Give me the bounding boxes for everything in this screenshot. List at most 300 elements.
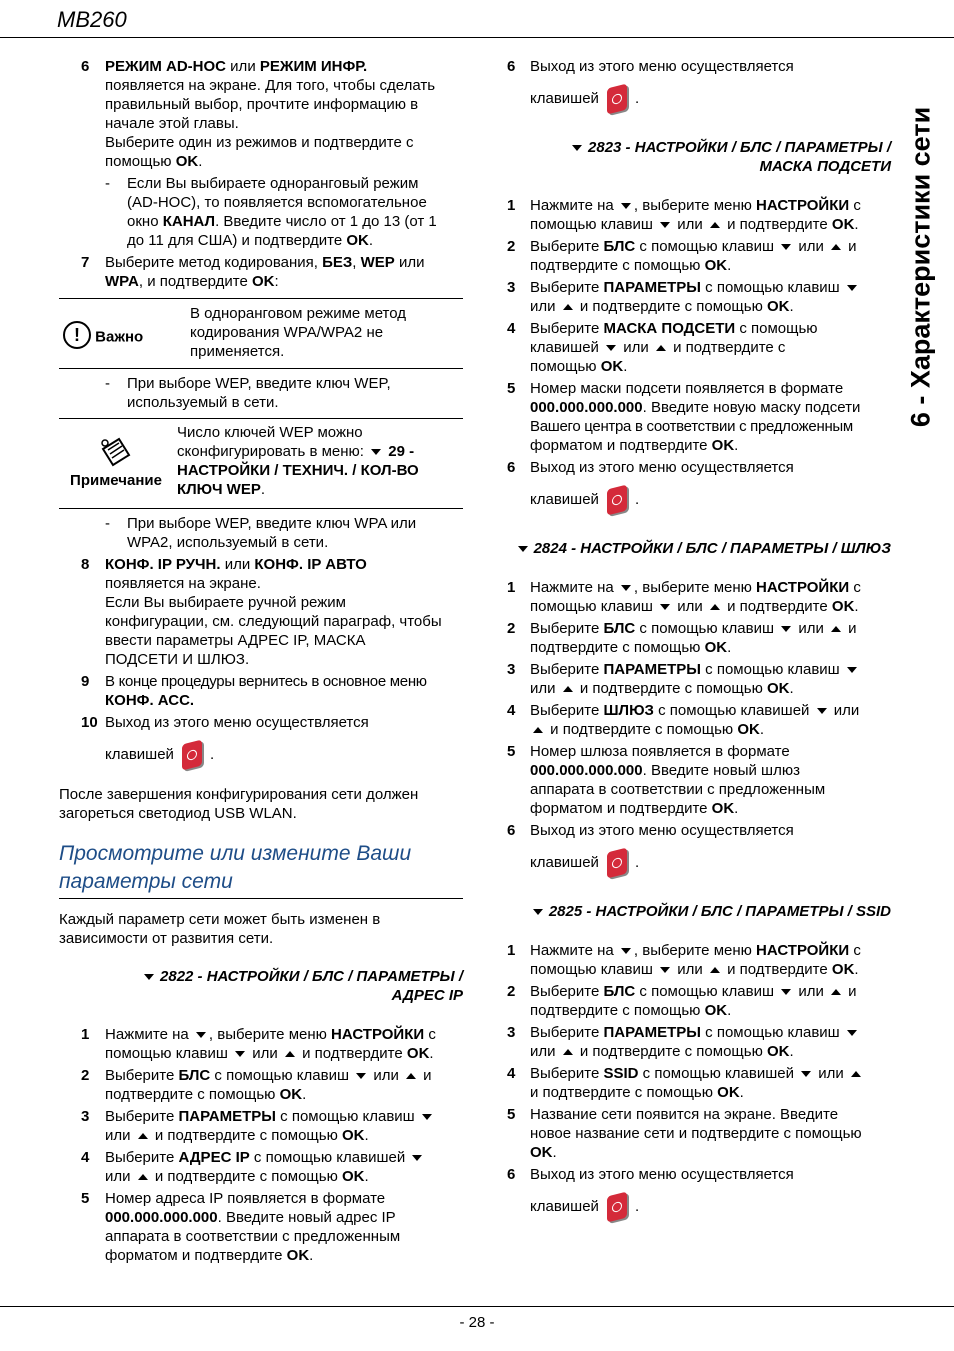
text: и подтвердите с помощью [150, 1168, 343, 1185]
step-number: 4 [507, 702, 516, 719]
text: Нажмите на [530, 197, 618, 214]
text: с [424, 1026, 436, 1043]
text: окно [127, 213, 163, 230]
dash: - [105, 515, 110, 532]
mask-step-3 [507, 278, 891, 316]
text: или [248, 1045, 282, 1062]
step-number: 5 [507, 743, 516, 760]
text: с помощью клавиш [635, 983, 779, 1000]
text: Номер маски подсети появляется в формате [530, 380, 844, 397]
text: с помощью клавишей [249, 1149, 406, 1166]
stop-key-icon [607, 485, 627, 516]
subheading-2822 [59, 967, 463, 1005]
up-arrow-icon [710, 604, 720, 610]
menu-path: КЛЮЧ WEP [177, 481, 261, 498]
text: Выберите [530, 1065, 604, 1082]
step-number: 6 [81, 58, 90, 75]
ok-key: OK [406, 1045, 430, 1062]
intro-paragraph [59, 910, 463, 948]
text: . Введите число от 1 до 13 (от 1 [215, 213, 437, 230]
text: Нажмите на [530, 942, 618, 959]
text: форматом и подтвердите [530, 437, 712, 454]
note-label: Примечание [70, 472, 162, 489]
down-arrow-icon [847, 285, 857, 291]
ok-key: OK [600, 358, 624, 375]
text: Выход из этого меню осуществляется [530, 459, 794, 476]
ssid-step-4 [507, 1064, 891, 1102]
text: и подтвердите [722, 961, 832, 978]
text: Выберите [530, 620, 604, 637]
text: . [789, 1043, 794, 1060]
ip-step-5 [59, 1189, 463, 1265]
subheading-2823 [507, 138, 891, 176]
note-box [59, 418, 463, 509]
menu-name: НАСТРОЙКИ [756, 942, 850, 959]
text: . [734, 800, 739, 817]
text: Каждый параметр сети может быть изменен в [59, 911, 381, 928]
text: . [789, 298, 794, 315]
text: Нажмите на [530, 579, 618, 596]
text: загореться светодиод USB WLAN. [59, 805, 297, 822]
down-arrow-icon [660, 604, 670, 610]
text: и подтвердите с помощью [575, 1043, 768, 1060]
text: или [814, 1065, 844, 1082]
step-8-ip-config [59, 555, 463, 669]
down-arrow-icon [196, 1032, 206, 1038]
gw-step-1 [507, 578, 891, 616]
ok-key: OK [175, 153, 199, 170]
text: с помощью клавиш [700, 279, 844, 296]
text: . [727, 1002, 732, 1019]
text: . [789, 680, 794, 697]
menu-name: БЛС [603, 238, 636, 255]
text: Выход из этого меню осуществляется [530, 58, 794, 75]
menu-name: НАСТРОЙКИ [331, 1026, 425, 1043]
text: или [673, 961, 707, 978]
menu-name: ПАРАМЕТРЫ [603, 661, 701, 678]
text: Выберите один из режимов и подтвердите с [105, 134, 414, 151]
text: Если Вы выбираете одноранговый режим [127, 175, 419, 192]
text: При выборе WEP, введите ключ WEP, [127, 375, 391, 392]
step-10-exit [59, 713, 463, 768]
text: или [226, 58, 260, 75]
text: или [794, 238, 829, 255]
option-wep: WEP [360, 254, 395, 271]
text: правильный выбор, прочтите информацию в [105, 96, 419, 113]
down-arrow-icon [144, 974, 154, 980]
stop-key-icon [182, 740, 202, 771]
text: и подтвердите с помощью [575, 298, 768, 315]
text: с помощью клавиш [700, 1024, 844, 1041]
text: помощью [105, 153, 176, 170]
text: 2822 - НАСТРОЙКИ / БЛС / ПАРАМЕТРЫ / [160, 968, 463, 985]
ssid-step-5 [507, 1105, 891, 1162]
chapter-title: 6 - Характеристики сети [905, 106, 936, 428]
text: с помощью клавишей [653, 702, 814, 719]
text: с помощью клавиш [635, 620, 779, 637]
bullet-wep [59, 374, 463, 412]
text: с [849, 942, 861, 959]
ok-key: OK [711, 437, 735, 454]
step-number: 8 [81, 556, 90, 573]
ok-key: OK [767, 680, 790, 697]
step-number: 3 [507, 661, 516, 678]
menu-name: ПАРАМЕТРЫ [603, 1024, 701, 1041]
ok-key: OK [530, 1144, 553, 1161]
text: . [759, 721, 764, 738]
step-number: 4 [507, 1065, 516, 1082]
text: и подтвердите с помощью [546, 721, 738, 738]
ssid-step-2 [507, 982, 891, 1020]
text: подтвердите с помощью [105, 1086, 280, 1103]
step-number: 10 [81, 714, 98, 731]
menu-name: АДРЕС IP [178, 1149, 250, 1166]
up-arrow-icon [710, 222, 720, 228]
ssid-step-3 [507, 1023, 891, 1061]
step-number: 7 [81, 254, 90, 271]
subheading-2825 [507, 902, 891, 921]
stop-key-icon [607, 848, 627, 879]
text: или [394, 254, 425, 271]
important-text [190, 304, 460, 361]
left-column [59, 57, 463, 1268]
text: новое название сети и подтвердите с помощью [530, 1125, 862, 1142]
option-auto-ip: КОНФ. IP АВТО [254, 556, 367, 573]
mode-infra: РЕЖИМ ИНФР. [259, 58, 368, 75]
text: . [429, 1045, 434, 1062]
option-wpa: WPA [105, 273, 139, 290]
text: Выберите [105, 1149, 179, 1166]
text: . [854, 216, 859, 233]
gw-step-2 [507, 619, 891, 657]
text: Выберите [105, 1108, 179, 1125]
step-number: 6 [507, 58, 516, 75]
text: Вашего центра в соответствии с предложенным [530, 418, 853, 435]
text: или [673, 216, 707, 233]
text: или [794, 620, 829, 637]
down-arrow-icon [606, 345, 616, 351]
menu-name: БЛС [178, 1067, 211, 1084]
page-number: - 28 - [459, 1314, 495, 1331]
text: Число ключей WEP можно [177, 424, 363, 441]
mask-step-4 [507, 319, 891, 376]
page-header-title: MB260 [57, 7, 127, 32]
completion-paragraph [59, 785, 463, 823]
footer-rule [0, 1306, 954, 1307]
text: форматом и подтвердите [530, 800, 712, 817]
text: и подтвердите [297, 1045, 407, 1062]
menu-name: ПАРАМЕТРЫ [178, 1108, 276, 1125]
text: с помощью [735, 320, 818, 337]
text: с помощью клавишей [638, 1065, 799, 1082]
text: . [739, 1084, 744, 1101]
text: . [198, 153, 203, 170]
text: 2825 - НАСТРОЙКИ / БЛС / ПАРАМЕТРЫ / SSID [548, 903, 891, 920]
ip-step-3 [59, 1107, 463, 1145]
down-arrow-icon [621, 585, 631, 591]
text: 2824 - НАСТРОЙКИ / БЛС / ПАРАМЕТРЫ / ШЛЮЗ [533, 540, 891, 557]
up-arrow-icon [831, 626, 841, 632]
text: Просмотрите или измените Ваши [59, 842, 412, 865]
up-arrow-icon [533, 727, 543, 733]
down-arrow-icon [781, 989, 791, 995]
down-arrow-icon [533, 909, 543, 915]
gw-step-4 [507, 701, 891, 739]
text: клавишей [530, 490, 599, 508]
ssid-step-6-exit [507, 1165, 891, 1220]
step-number: 6 [507, 822, 516, 839]
menu-name: SSID [603, 1065, 639, 1082]
text: ввести параметры АДРЕС IP, МАСКА [105, 632, 366, 649]
text: , [352, 254, 361, 271]
dash: - [105, 175, 110, 192]
mask-step-1 [507, 196, 891, 234]
important-box [59, 298, 463, 369]
text: или [829, 702, 860, 719]
text: или [530, 1043, 560, 1060]
down-arrow-icon [422, 1114, 432, 1120]
down-arrow-icon [847, 667, 857, 673]
step-number: 3 [81, 1108, 90, 1125]
step-6-mode [59, 57, 463, 171]
text: 2823 - НАСТРОЙКИ / БЛС / ПАРАМЕТРЫ / [588, 139, 891, 156]
text: , выберите меню [633, 942, 757, 959]
gw-step-3 [507, 660, 891, 698]
up-arrow-icon [138, 1174, 148, 1180]
text: появляется на экране. [105, 575, 261, 592]
ok-key: OK [711, 800, 735, 817]
ok-key: OK [704, 1002, 728, 1019]
ssid-steps [507, 941, 891, 1220]
text: или [530, 298, 560, 315]
ok-key: OK [346, 232, 369, 249]
ip-step-1 [59, 1025, 463, 1063]
down-arrow-icon [572, 145, 582, 151]
exclamation-icon: ! [63, 321, 91, 349]
text: с [849, 579, 861, 596]
text: АДРЕС IP [391, 987, 463, 1004]
text: В конце процедуры вернитесь в основное меню [105, 673, 427, 690]
text: конфигурации, см. следующий параграф, чтобы [105, 613, 442, 630]
text: аппарата в соответствии с предложенным [105, 1228, 401, 1245]
text: . [623, 358, 628, 375]
text: с помощью клавиш [635, 238, 779, 255]
step-number: 6 [507, 1166, 516, 1183]
gw-step-6-exit [507, 821, 891, 876]
ip-step-4 [59, 1148, 463, 1186]
text: , выберите меню [633, 197, 757, 214]
text: помощью клавиш [105, 1045, 233, 1062]
mask-step-6-exit [507, 458, 891, 513]
text: и подтвердите с помощью [575, 680, 768, 697]
ok-key: OK [767, 298, 790, 315]
down-arrow-icon [412, 1155, 422, 1161]
text: . [854, 598, 859, 615]
text: до 11 для США) и подтвердите [127, 232, 347, 249]
up-arrow-icon [285, 1051, 295, 1057]
gateway-format: 000.000.000.000 [530, 762, 643, 779]
text: . [209, 745, 215, 763]
text: Выберите [530, 279, 604, 296]
text: . [260, 481, 265, 498]
ok-key: OK [767, 1043, 790, 1060]
text: МАСКА ПОДСЕТИ [759, 158, 891, 175]
text: Номер адреса IP появляется в формате [105, 1190, 386, 1207]
down-arrow-icon [356, 1073, 366, 1079]
text: появляется на экране. Для того, чтобы сделать [105, 77, 436, 94]
up-arrow-icon [563, 686, 573, 692]
step-number: 5 [507, 1106, 516, 1123]
menu-name: НАСТРОЙКИ [756, 197, 850, 214]
text: и [419, 1067, 432, 1084]
text: с помощью клавиш [275, 1108, 415, 1125]
text: форматом и подтвердите [105, 1247, 287, 1264]
text: клавишей [530, 853, 599, 871]
text: Выберите [530, 1024, 604, 1041]
step-number: 5 [81, 1190, 90, 1207]
step-number: 1 [81, 1026, 90, 1043]
important-label-group [63, 321, 153, 349]
text: с [849, 197, 861, 214]
up-arrow-icon [831, 244, 841, 250]
text: помощью клавиш [530, 961, 658, 978]
gateway-steps [507, 578, 891, 876]
ok-key: OK [737, 721, 760, 738]
mask-step-2 [507, 237, 891, 275]
text: Выберите [530, 702, 604, 719]
mask-step-5 [507, 379, 891, 455]
text: используемый в сети. [127, 394, 279, 411]
text: или [619, 339, 653, 356]
text: . [364, 1127, 369, 1144]
text: В одноранговом режиме метод [190, 305, 407, 322]
ok-key: OK [252, 273, 275, 290]
ssid-step-1 [507, 941, 891, 979]
ip-step-6-exit [507, 57, 891, 112]
text: . Введите новый шлюз [642, 762, 800, 779]
menu-name: ПАРАМЕТРЫ [603, 279, 701, 296]
step-number: 5 [507, 380, 516, 397]
ok-key: OK [704, 257, 728, 274]
down-arrow-icon [781, 244, 791, 250]
ok-key: OK [831, 598, 855, 615]
ip-steps [59, 1025, 463, 1265]
step-number: 1 [507, 942, 516, 959]
text: , и подтвердите [138, 273, 253, 290]
ok-key: OK [342, 1127, 365, 1144]
ip-format: 000.000.000.000 [105, 1209, 218, 1226]
ok-key: OK [286, 1247, 310, 1264]
text: WPA2, используемый в сети. [127, 534, 329, 551]
up-arrow-icon [563, 1049, 573, 1055]
text: и подтвердите [722, 216, 832, 233]
text: применяется. [190, 343, 285, 360]
text: подтвердите с помощью [530, 1002, 705, 1019]
step-7-encryption [59, 253, 463, 291]
text: . [634, 89, 640, 107]
text: и подтвердите с помощью [530, 1084, 718, 1101]
text: . [634, 490, 640, 508]
text: Выход из этого меню осуществляется [105, 714, 369, 731]
header-rule [0, 37, 954, 38]
text: Выберите [105, 1067, 179, 1084]
option-manual-ip: КОНФ. IP РУЧН. [105, 556, 221, 573]
text: После завершения конфигурирования сети должен [59, 786, 419, 803]
dash: - [105, 375, 110, 392]
chapter-side-tab [889, 32, 953, 428]
down-arrow-icon [621, 203, 631, 209]
mask-steps [507, 196, 891, 513]
text: . [634, 853, 640, 871]
text: или [794, 983, 829, 1000]
up-arrow-icon [710, 967, 720, 973]
mode-adhoc: РЕЖИМ AD-HOC [105, 58, 227, 75]
text: с помощью клавиш [700, 661, 844, 678]
step-number: 2 [81, 1067, 90, 1084]
text: . [309, 1247, 314, 1264]
text: . [368, 232, 374, 249]
step-number: 4 [81, 1149, 90, 1166]
note-icon [99, 435, 133, 469]
down-arrow-icon [235, 1051, 245, 1057]
text: помощью клавиш [530, 598, 658, 615]
down-arrow-icon [660, 967, 670, 973]
text: . [364, 1168, 369, 1185]
ok-key: OK [704, 639, 728, 656]
text: Выберите [530, 661, 604, 678]
up-arrow-icon [406, 1073, 416, 1079]
ok-key: OK [717, 1084, 740, 1101]
text: сконфигурировать в меню: [177, 443, 369, 460]
text: Выберите [530, 238, 604, 255]
text: Выберите метод кодирования, [105, 254, 323, 271]
menu-name: НАСТРОЙКИ [756, 579, 850, 596]
up-arrow-icon [138, 1133, 148, 1139]
text: : [274, 273, 279, 290]
step-number: 2 [507, 238, 516, 255]
step-number: 3 [507, 1024, 516, 1041]
text: . [302, 1086, 307, 1103]
text: с помощью клавиш [210, 1067, 354, 1084]
down-arrow-icon [660, 222, 670, 228]
text: , выберите меню [208, 1026, 332, 1043]
up-arrow-icon [831, 989, 841, 995]
text: Выход из этого меню осуществляется [530, 1166, 794, 1183]
down-arrow-icon [781, 626, 791, 632]
section-heading [59, 840, 463, 896]
text: или [105, 1168, 135, 1185]
text: (AD-HOC), то появляется вспомогательное [127, 194, 427, 211]
down-arrow-icon [371, 449, 381, 455]
text: . [634, 1197, 640, 1215]
text: кодирования WPA/WPA2 не [190, 324, 384, 341]
text: . Введите новую маску подсети [642, 399, 861, 416]
text: клавишей [530, 89, 599, 107]
text: При выборе WEP, введите ключ WPA или [127, 515, 417, 532]
text: зависимости от развития сети. [59, 930, 274, 947]
text: аппарата в соответствии с предложенным [530, 781, 826, 798]
ok-key: OK [831, 961, 855, 978]
gw-step-5 [507, 742, 891, 818]
bullet-wpa [59, 514, 463, 552]
text: или [369, 1067, 404, 1084]
up-arrow-icon [656, 345, 666, 351]
ok-key: OK [342, 1168, 365, 1185]
text: . [552, 1144, 557, 1161]
menu-code: 29 - [388, 443, 415, 460]
text: начале этой главы. [105, 115, 239, 132]
text: клавишей [530, 1197, 599, 1215]
